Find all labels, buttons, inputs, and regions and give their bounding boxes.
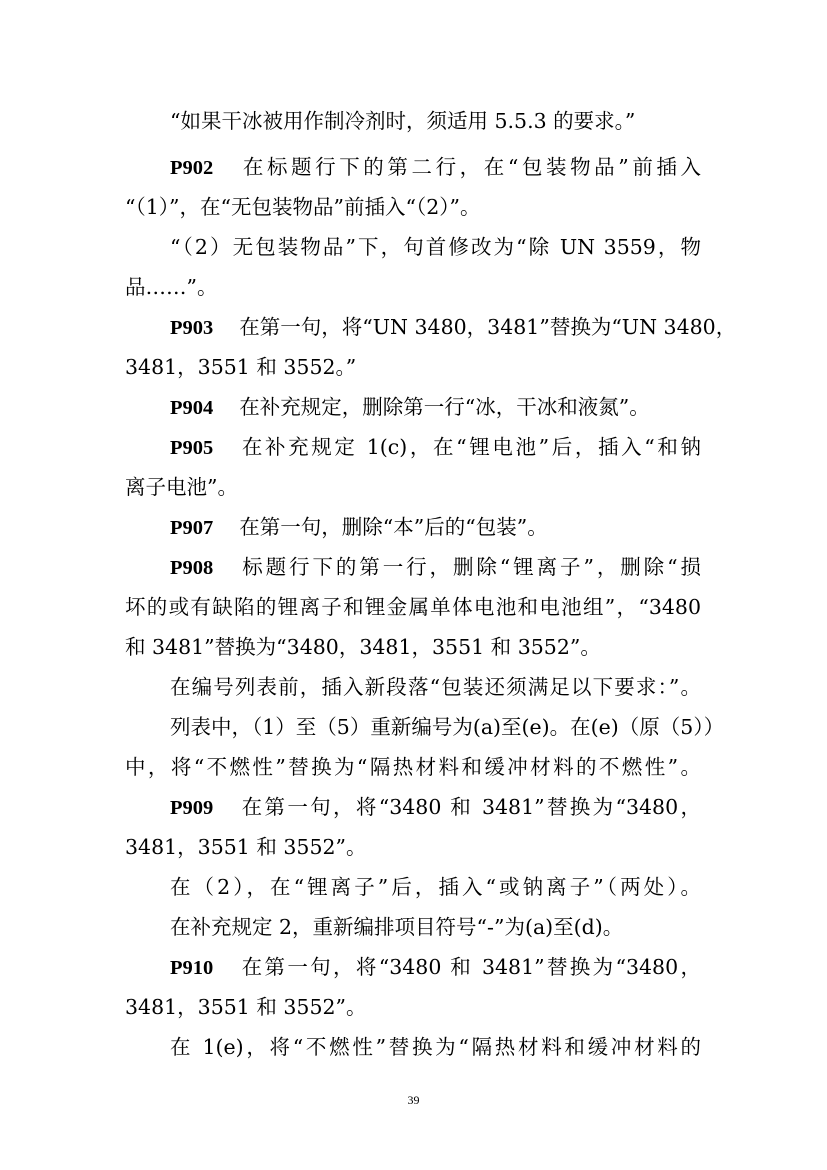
paragraph-code: P905 bbox=[170, 437, 214, 459]
text-line: 列表中，（1）至（5）重新编号为(a)至(e)。在(e)（原（5）） bbox=[170, 715, 725, 739]
text-line: P910 在第一句，将“3480 和 3481”替换为“3480， bbox=[170, 955, 701, 979]
text-line: “如果干冰被用作制冷剂时，须适用 5.5.3 的要求。” bbox=[170, 109, 636, 133]
text-line: P902 在标题行下的第二行，在“包装物品”前插入 bbox=[170, 155, 701, 179]
text-line: 中，将“不燃性”替换为“隔热材料和缓冲材料的不燃性”。 bbox=[125, 755, 701, 779]
text-line: 3481，3551 和 3552。” bbox=[125, 355, 357, 379]
text-line: 在（2），在“锂离子”后，插入“或钠离子”（两处）。 bbox=[170, 875, 701, 899]
text-line: P909 在第一句，将“3480 和 3481”替换为“3480， bbox=[170, 795, 701, 819]
text-line: P907 在第一句，删除“本”后的“包装”。 bbox=[170, 515, 548, 539]
text-line: “（1）”，在“无包装物品”前插入“（2）”。 bbox=[125, 195, 481, 219]
text-line: P905 在补充规定 1(c)，在“锂电池”后，插入“和钠 bbox=[170, 435, 701, 459]
text-line: P903 在第一句，将“UN 3480，3481”替换为“UN 3480， bbox=[170, 315, 737, 339]
paragraph-code: P908 bbox=[170, 557, 214, 579]
text-line: 3481，3551 和 3552”。 bbox=[125, 995, 367, 1019]
paragraph-code: P903 bbox=[170, 317, 214, 339]
paragraph-code: P909 bbox=[170, 797, 214, 819]
paragraph-code: P902 bbox=[170, 157, 214, 179]
paragraph-code: P904 bbox=[170, 397, 214, 419]
text-line: 和 3481”替换为“3480，3481，3551 和 3552”。 bbox=[125, 635, 601, 659]
text-line: 在补充规定 2，重新编排项目符号“-”为(a)至(d)。 bbox=[170, 915, 624, 939]
paragraph-code: P907 bbox=[170, 517, 214, 539]
text-line: 品……”。 bbox=[125, 275, 218, 299]
page-number: 39 bbox=[407, 1093, 420, 1107]
text-line: 坏的或有缺陷的锂离子和锂金属单体电池和电池组”，“3480 bbox=[125, 595, 701, 619]
text-line: 在 1(e)，将“不燃性”替换为“隔热材料和缓冲材料的 bbox=[170, 1035, 701, 1059]
text-line: P908 标题行下的第一行，删除“锂离子”，删除“损 bbox=[170, 555, 701, 579]
text-line: 在编号列表前，插入新段落“包装还须满足以下要求：”。 bbox=[170, 675, 701, 699]
text-line: “（2）无包装物品”下，句首修改为“除 UN 3559，物 bbox=[170, 235, 701, 259]
text-line: P904 在补充规定，删除第一行“冰，干冰和液氮”。 bbox=[170, 395, 650, 419]
paragraph-code: P910 bbox=[170, 957, 214, 979]
text-line: 3481，3551 和 3552”。 bbox=[125, 835, 367, 859]
text-line: 离子电池”。 bbox=[125, 475, 238, 499]
